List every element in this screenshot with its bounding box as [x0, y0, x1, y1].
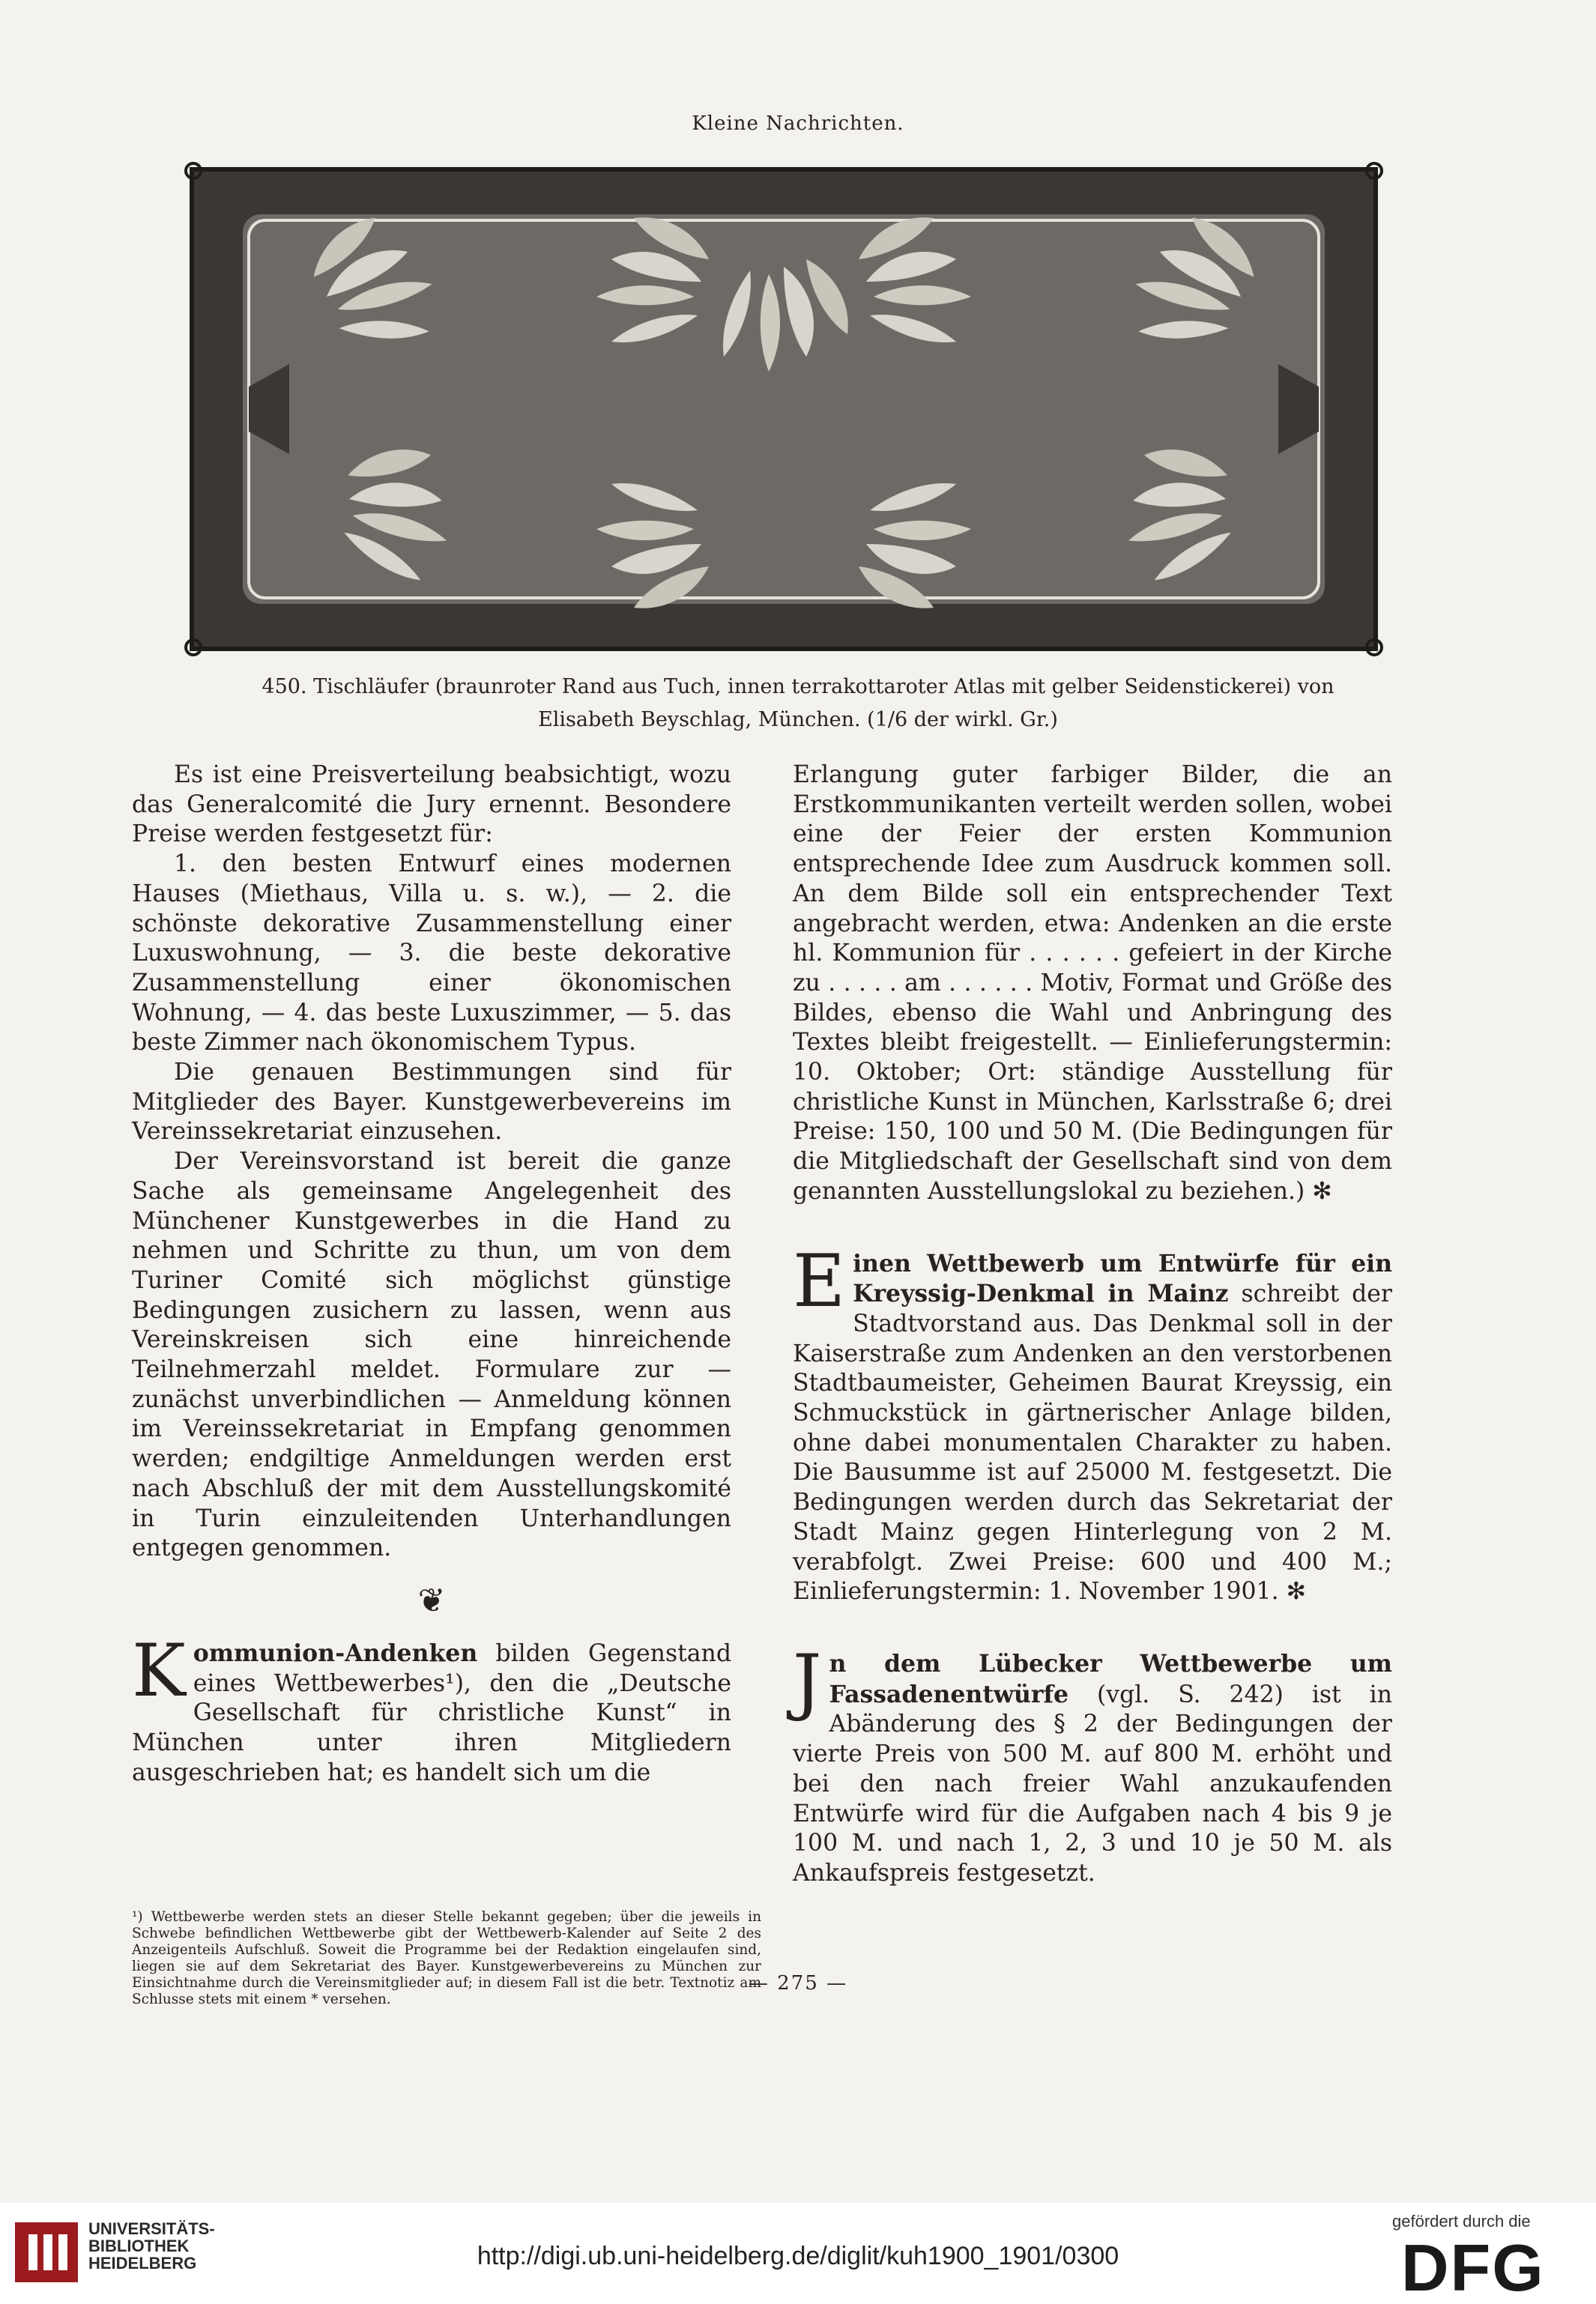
caption-line-2: Elisabeth Beyschlag, München. (1/6 der wirkl. Gr.)	[538, 708, 1058, 731]
page-number: — 275 —	[748, 1972, 848, 1995]
paragraph: 1. den besten Entwurf eines modernen Hauses (Miethaus, Villa u. s. w.), — 2. die schönste dekorative Zusammenstellung einer Luxuswohnung, — 3. die beste dekorative Zusammenstellung einer ökonomischen Wohnung, — 4. das beste Luxuszimmer, — 5. das beste Zimmer nach ökonomischem Typus.	[132, 850, 731, 1056]
paragraph: Erlangung guter farbiger Bilder, die an Erstkommunikanten verteilt werden sollen, wobei eine der Feier der ersten Kommunion entsprechende Idee zum Ausdruck kommen soll. An dem Bilde soll ein entsprechender Text angebracht werden, etwa: Andenken an die erste hl. Kommunion für . . . . . . gefeiert in der Kirche zu . . . . . am . . . . . . Motiv, Format und Größe des Bildes, ebenso die Wahl und Anbringung des Textes bleibt freigestellt. — Einlieferungstermin: 10. Oktober; Ort: ständige Ausstellung für christliche Kunst in München, Karlsstraße 6; drei Preise: 150, 100 und 50 M. (Die Bedingungen für die Mitgliedschaft der Gesellschaft sind von dem genannten Ausstellungslokal zu beziehen.) ✻	[793, 761, 1392, 1205]
notice-text: (vgl. S. 242) ist in Abänderung des § 2 der Bedingungen der vierte Preis von 500 M. auf 800 M. erhöht und bei den nach freier Wahl anzukaufenden Entwürfe wird für die Aufgaben nach 4 bis 9 je 100 M. und nach 1, 2, 3 und 10 je 50 M. als Ankaufspreis festgesetzt.	[793, 1681, 1392, 1887]
library-line-1: UNIVERSITÄTS-	[88, 2219, 215, 2238]
footnote: ¹) Wettbewerbe werden stets an dieser Stelle bekannt gegeben; über die jeweils in Schwebe befindlichen Wettbewerbe gibt der Wettbewerb-Kalender auf Seite 2 des Anzeigenteils Aufschluß. Soweit die Programme bei der Redaktion eingelaufen sind, liegen sie auf dem Sekretariat des Bayer. Kunstgewerbevereins zu München zur Einsichtnahme durch die Vereinsmitglieder auf; in diesem Fall ist die betr. Textnotiz am Schlusse stets mit einem * versehen.	[132, 1909, 761, 2007]
notice-text: bilden Gegenstand eines Wettbewerbes¹), den die „Deutsche Gesellschaft für christliche Kunst“ in München unter ihren Mitgliedern ausgeschrieben hat; es handelt sich um die	[132, 1639, 731, 1786]
figure-caption	[247, 671, 1349, 737]
source-url[interactable]: http://digi.ub.uni-heidelberg.de/diglit/kuh1900_1901/0300	[477, 2242, 1119, 2270]
left-column	[132, 761, 731, 1789]
notice-lead: ommunion-Andenken	[193, 1639, 478, 1667]
running-title: Kleine Nachrichten.	[692, 112, 904, 135]
dfg-logo-icon	[1401, 2237, 1574, 2297]
ornament-icon: ❦	[417, 1581, 446, 1620]
notice-text: schreibt der Stadtvorstand aus. Das Denkmal soll in der Kaiserstraße zum Andenken an den verstorbenen Stadtbaumeister, Geheimen Baurat Kreyssig, ein Schmuckstück in gärtnerischer Anlage bilden, ohne dabei monumentalen Charakter zu haben. Die Bausumme ist auf 25000 M. festgesetzt. Die Bedingungen werden durch das Sekretariat der Stadt Mainz gegen Hinterlegung von 2 M. verabfolgt. Zwei Preise: 600 und 400 M.; Einlieferungstermin: 1. November 1901. ✻	[793, 1280, 1392, 1606]
luebeck-notice	[793, 1639, 1392, 1889]
kommunion-notice	[132, 1628, 731, 1789]
drop-cap: J	[793, 1639, 822, 1723]
drop-cap: K	[132, 1628, 186, 1713]
paragraph: Der Vereinsvorstand ist bereit die ganze Sache als gemeinsame Angelegenheit des Münchener Kunstgewerbes in die Hand zu nehmen und Schritte zu thun, um von dem Turiner Comité sich möglichst günstige Bedingungen zusichern zu lassen, wenn aus Vereinskreisen sich eine hinreichende Teilnehmerzahl meldet. Formulare zur — zunächst unverbindlichen — Anmeldung können im Vereinssekretariat in Empfang genommen werden; endgiltige Anmeldungen werden erst nach Abschluß der mit dem Ausstellungskomité in Turin einzuleitenden Unterhandlungen entgegen genommen.	[132, 1148, 731, 1562]
notice-lead: inen Wettbewerb um Entwürfe für ein Kreyssig-Denkmal in Mainz	[853, 1249, 1392, 1308]
dfg-logo-text: DFG	[1401, 2237, 1545, 2297]
caption-line-1: 450. Tischläufer (braunroter Rand aus Tuch, innen terrakottaroter Atlas mit gelber Seidenstickerei) von	[262, 675, 1334, 698]
mainz-notice	[793, 1239, 1392, 1607]
drop-cap: E	[793, 1239, 846, 1323]
right-column	[793, 761, 1392, 1889]
table-runner-photo	[177, 154, 1391, 664]
paragraph: Die genauen Bestimmungen sind für Mitglieder des Bayer. Kunstgewerbevereins im Vereinssekretariat einzusehen.	[132, 1059, 731, 1146]
paragraph: Es ist eine Preisverteilung beabsichtigt, wozu das Generalcomité die Jury ernennt. Besondere Preise werden festgesetzt für:	[132, 761, 731, 848]
funding-label: gefördert durch die	[1392, 2212, 1531, 2231]
library-line-2: BIBLIOTHEK	[88, 2237, 190, 2255]
notice-lead: n dem Lübecker Wettbewerbe um Fassadenentwürfe	[829, 1649, 1392, 1708]
library-line-3: HEIDELBERG	[88, 2254, 197, 2273]
